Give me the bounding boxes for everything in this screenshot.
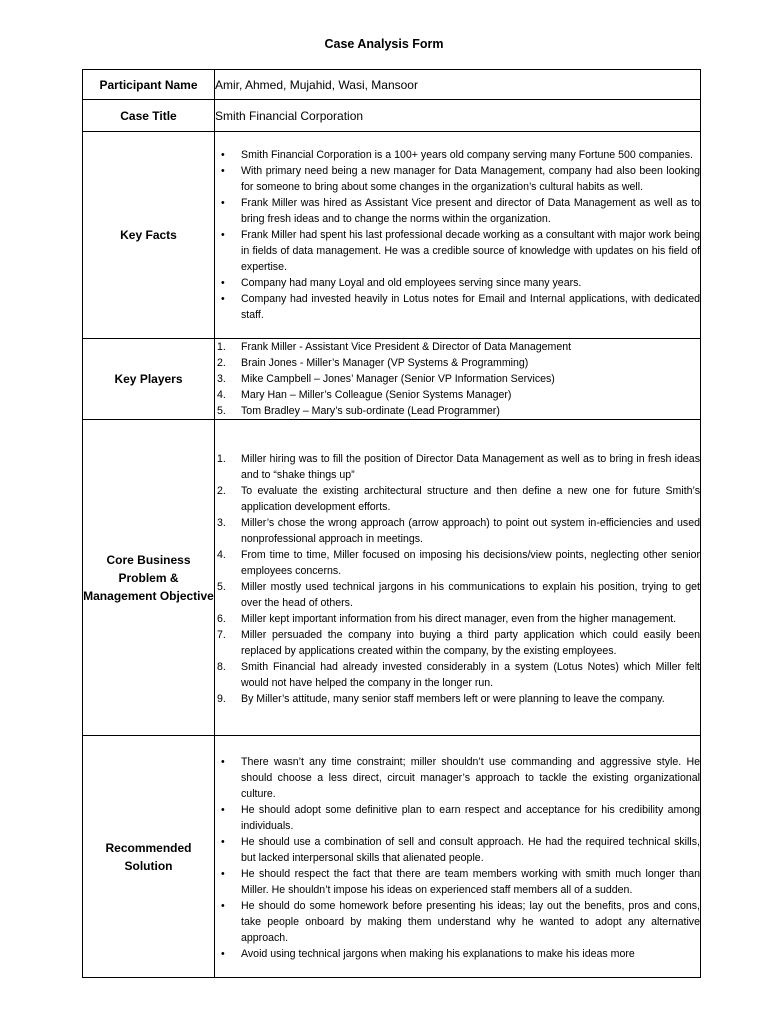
bullet-icon: • — [221, 277, 225, 289]
key-facts-content — [215, 132, 701, 339]
key-facts-label: Key Facts — [83, 132, 215, 339]
list-item: 2. Brain Jones - Miller’s Manager (VP Systems & Programming) — [217, 357, 529, 369]
bullet-icon: • — [221, 900, 225, 912]
row-case-title — [83, 100, 701, 132]
list-item: 5. Tom Bradley – Mary’s sub-ordinate (Lead Programmer) — [217, 405, 500, 417]
row-core-problem — [83, 420, 701, 736]
list-number: 2. — [217, 485, 226, 497]
list-item: 1. Miller hiring was to fill the position of Director Data Management as well as to bring in fresh ideas and to “shake things up” — [217, 453, 700, 481]
list-number: 1. — [217, 341, 226, 353]
bullet-icon: • — [221, 756, 225, 768]
row-key-players — [83, 339, 701, 420]
list-item: 8. Smith Financial had already invested considerably in a system (Lotus Notes) which Miller felt would not have helped the company in the longer run. — [217, 661, 700, 689]
list-number: 5. — [217, 405, 226, 417]
list-number: 5. — [217, 581, 226, 593]
core-problem-content — [215, 420, 701, 736]
list-number: 4. — [217, 549, 226, 561]
list-item: • Company had many Loyal and old employees serving since many years. — [221, 277, 582, 289]
list-item: 6. Miller kept important information from his direct manager, even from the higher management. — [217, 613, 677, 625]
row-key-facts — [83, 132, 701, 339]
list-item: • Company had invested heavily in Lotus notes for Email and Internal applications, with dedicated staff. — [221, 293, 700, 321]
list-item: • He should respect the fact that there are team members working with smith much longer than Miller. He shouldn’t impose his ideas on experienced staff members all of a sudden. — [221, 868, 700, 896]
bullet-icon: • — [221, 836, 225, 848]
bullet-icon: • — [221, 868, 225, 880]
key-players-label: Key Players — [83, 339, 215, 420]
participant-label: Participant Name — [83, 70, 215, 100]
participant-value: Amir, Ahmed, Mujahid, Wasi, Mansoor — [215, 70, 701, 100]
list-item: 7. Miller persuaded the company into buying a third party application which could easily been replaced by applications created within the company, by the existing employees. — [217, 629, 700, 657]
list-item: 3. Miller’s chose the wrong approach (arrow approach) to point out system in-efficiencies and used nonprofessional approach in meetings. — [217, 517, 700, 545]
list-item: 2. To evaluate the existing architectural structure and then define a new one for future Smith’s application development efforts. — [217, 485, 700, 513]
row-recommended-solution — [83, 736, 701, 978]
list-number: 1. — [217, 453, 226, 465]
list-item: • Avoid using technical jargons when making his explanations to make his ideas more — [221, 948, 635, 960]
key-facts-list — [215, 147, 700, 323]
list-number: 9. — [217, 693, 226, 705]
recommended-clip — [215, 736, 700, 977]
list-number: 3. — [217, 517, 226, 529]
list-item: 1. Frank Miller - Assistant Vice President & Director of Data Management — [217, 341, 572, 353]
bullet-icon: • — [221, 165, 225, 177]
list-item: 9. By Miller’s attitude, many senior staff members left or were planning to leave the company. — [217, 693, 665, 705]
list-item: 3. Mike Campbell – Jones’ Manager (Senior VP Information Services) — [217, 373, 555, 385]
list-number: 6. — [217, 613, 226, 625]
list-number: 7. — [217, 629, 226, 641]
list-number: 3. — [217, 373, 226, 385]
key-players-list — [215, 339, 700, 419]
list-number: 8. — [217, 661, 226, 673]
recommended-list — [215, 754, 700, 962]
bullet-icon: • — [221, 293, 225, 305]
list-item: • With primary need being a new manager for Data Management, company had also been looking for someone to bring about some changes in the organization’s cultural habits as well. — [221, 165, 700, 193]
list-item: • There wasn’t any time constraint; miller shouldn’t use commanding and aggressive style. He should choose a less direct, circuit manager’s approach to tackle the existing organizational culture. — [221, 756, 700, 800]
bullet-icon: • — [221, 229, 225, 241]
core-problem-list — [215, 448, 700, 707]
form-title: Case Analysis Form — [324, 37, 444, 51]
bullet-icon: • — [221, 149, 225, 161]
list-item: 4. From time to time, Miller focused on imposing his decisions/view points, neglecting other senior employees concerns. — [217, 549, 700, 577]
list-item: • Frank Miller was hired as Assistant Vice present and director of Data Management as well as to bring fresh ideas and to change the norms within the organization. — [221, 197, 700, 225]
case-title-label: Case Title — [83, 100, 215, 132]
list-number: 4. — [217, 389, 226, 401]
core-problem-label: Core Business Problem & Management Objective — [83, 420, 215, 736]
case-title-value: Smith Financial Corporation — [215, 100, 701, 132]
bullet-icon: • — [221, 948, 225, 960]
recommended-content — [215, 736, 701, 978]
case-analysis-table — [82, 69, 701, 978]
recommended-label: Recommended Solution — [83, 736, 215, 978]
list-item: 5. Miller mostly used technical jargons in his communications to explain his position, trying to get over the head of others. — [217, 581, 700, 609]
row-participant — [83, 70, 701, 100]
list-item: • Smith Financial Corporation is a 100+ years old company serving many Fortune 500 companies. — [221, 149, 693, 161]
list-item: • He should do some homework before presenting his ideas; lay out the benefits, pros and cons, take people onboard by making them understand why he wanted to adopt any alternative approach. — [221, 900, 700, 944]
list-number: 2. — [217, 357, 226, 369]
list-item: 4. Mary Han – Miller’s Colleague (Senior Systems Manager) — [217, 389, 512, 401]
bullet-icon: • — [221, 804, 225, 816]
key-players-content — [215, 339, 701, 420]
list-item: • He should use a combination of sell and consult approach. He had the required technical skills, but lacked interpersonal skills that alienated people. — [221, 836, 700, 864]
bullet-icon: • — [221, 197, 225, 209]
list-item: • Frank Miller had spent his last professional decade working as a consultant with major work being in fields of data management. He was a credible source of knowledge with updates on his field of expertise. — [221, 229, 700, 273]
list-item: • He should adopt some definitive plan to earn respect and acceptance for his credibility among individuals. — [221, 804, 700, 832]
